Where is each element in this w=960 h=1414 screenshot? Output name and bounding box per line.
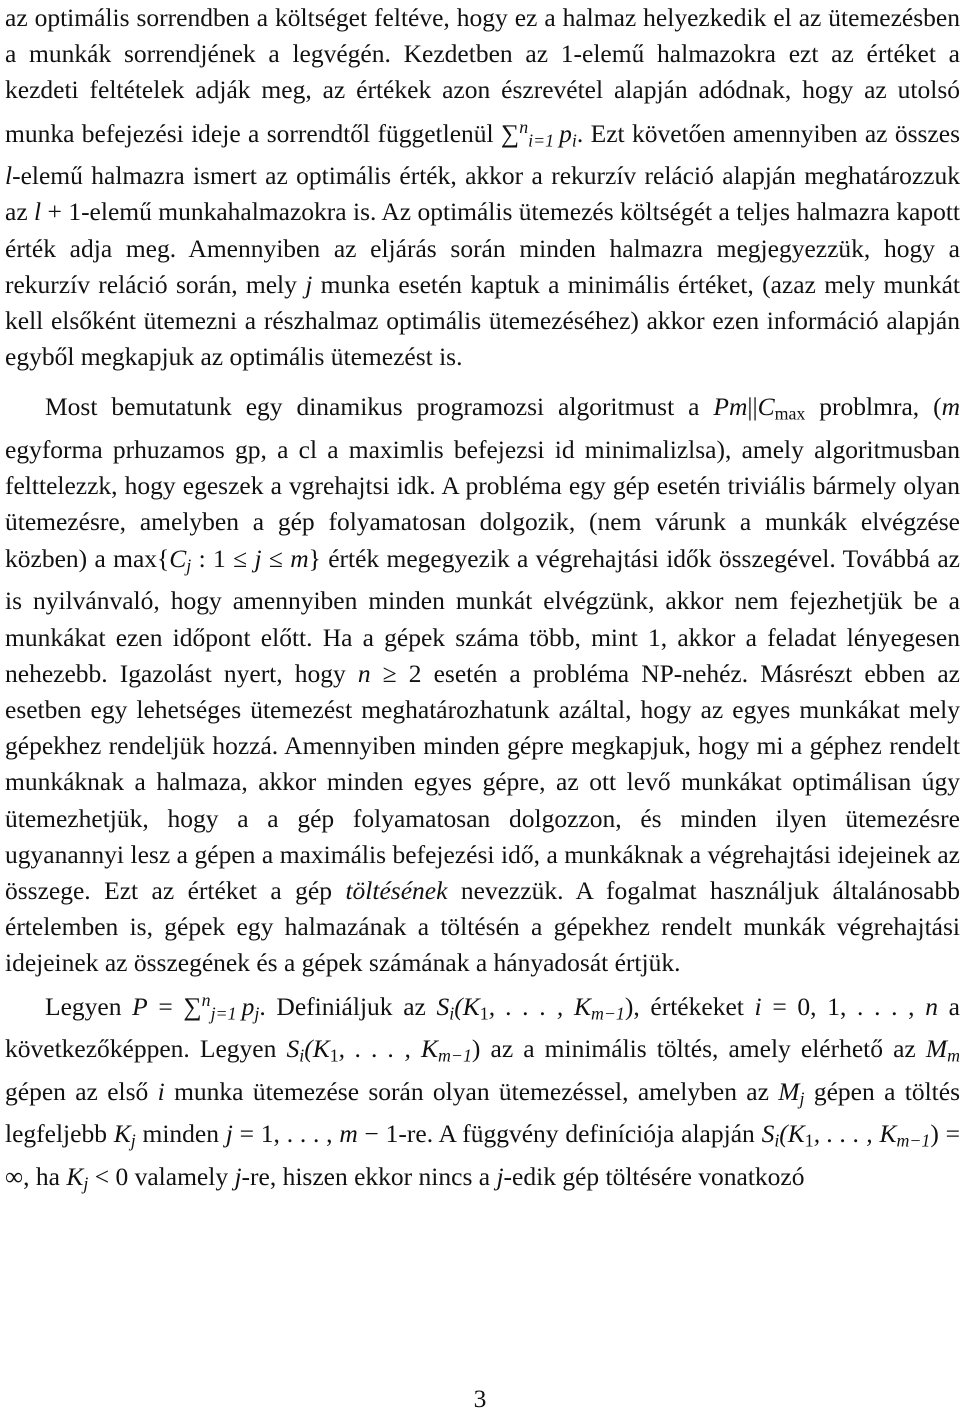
text-run: egyforma prhuzamos gp, a cl a maximlis befejezsi id minimalizlsa), amely algoritmusban felttelezzk, hogy egeszek a vgrehajtsi idk. A probléma egy gép esetén triviális bármely olyan ütemezésre, amelyben a gép folyamatosan dolgozik, (nem várunk a munkák elvégzése közben) a max{ bbox=[5, 435, 960, 573]
math-var: j bbox=[305, 269, 313, 299]
sum-lower-limit: i=1 bbox=[528, 129, 555, 150]
math-subscript: m−1 bbox=[896, 1130, 931, 1151]
text-run: . Ezt követően amennyiben az összes bbox=[576, 118, 960, 148]
math-var: S bbox=[761, 1119, 775, 1149]
math-var: P bbox=[132, 991, 148, 1021]
math-subscript: i bbox=[571, 129, 577, 150]
text-run: = 0, 1, . . . , bbox=[761, 991, 926, 1021]
math-var: l bbox=[34, 197, 42, 227]
math-subscript: max bbox=[774, 403, 806, 424]
page bbox=[5, 0, 960, 1202]
math-var: p bbox=[559, 118, 572, 148]
math-subscript: i bbox=[299, 1045, 305, 1066]
math-var: m bbox=[339, 1119, 358, 1149]
math-var: m bbox=[290, 543, 309, 573]
math-var: S bbox=[436, 991, 450, 1021]
math-var: j bbox=[254, 543, 262, 573]
math-subscript: j bbox=[186, 555, 192, 576]
math-var: l bbox=[5, 161, 13, 191]
math-var: K bbox=[66, 1162, 84, 1192]
math-args: (K bbox=[304, 1034, 330, 1064]
text-run: − 1-re. A függvény definíciója alapján bbox=[357, 1119, 762, 1149]
math-var: i bbox=[754, 991, 762, 1021]
text-run: < 0 valamely bbox=[88, 1162, 235, 1192]
math-subscript: j bbox=[130, 1130, 136, 1151]
text-run: munka esetén kaptuk a minimális értéket, (azaz mely munkát kell elsőként ütemezni a részhalmaz optimális ütemezéséhez) akkor ezen információ alapján egyből megkapjuk az optimális ütemezést is. bbox=[5, 269, 960, 372]
text-run: : 1 ≤ bbox=[191, 543, 255, 573]
math-subscript: 1 bbox=[804, 1130, 814, 1151]
math-var: S bbox=[286, 1034, 300, 1064]
text-run: a következőképpen. Legyen bbox=[5, 991, 960, 1064]
math-args: ) bbox=[624, 991, 634, 1021]
math-var: C bbox=[757, 392, 775, 422]
math-subscript: 1 bbox=[479, 1002, 489, 1023]
math-subscript: i bbox=[774, 1130, 780, 1151]
text-run: = ∞, ha bbox=[5, 1119, 960, 1192]
text-run: -elemű halmazra ismert az optimális érték, akkor a rekurzív reláció alapján meghatározzuk az bbox=[5, 161, 960, 227]
text-run: -re, hiszen ekkor nincs a bbox=[241, 1162, 497, 1192]
text-run: ≥ 2 esetén a probléma NP-nehéz. Másrészt ebben az esetben egy lehetséges ütemezést meghatározhatunk azáltal, hogy az egyes munkákat mely gépekhez rendeljük hozzá. Amennyiben minden gépre megkapjuk, hogy mi a géphez rendelt munkáknak a halmaza, akkor minden egyes gépre, az ott levő munkákat optimálisan úgy ütemezhetjük, hogy a a gép folyamatosan dolgozzon, és minden ilyen ütemezésre ugyanannyi lesz a gépen a maximális befejezési idő, a munkáknak a végrehajtási idejeinek az összege. Ezt az értéket a gép bbox=[5, 658, 960, 905]
math-subscript: m−1 bbox=[438, 1045, 472, 1066]
math-args: ) bbox=[930, 1119, 939, 1149]
math-var: C bbox=[169, 543, 187, 573]
text-run: = bbox=[147, 991, 184, 1021]
math-var: m bbox=[941, 392, 960, 422]
text-run: munka ütemezése során olyan ütemezéssel, amelyben az bbox=[164, 1076, 779, 1106]
text-run: . Definiáljuk az bbox=[259, 991, 437, 1021]
math-subscript: j bbox=[799, 1088, 805, 1109]
math-args: (K bbox=[454, 991, 480, 1021]
text-run: + 1-elemű munkahalmazokra is. Az optimális ütemezés költségét a teljes halmazra kapott érték adja meg. Amennyiben az eljárás során minden halmazra megjegyezzük, hogy a rekurzív reláció során, mely bbox=[5, 197, 960, 299]
math-args: ) bbox=[471, 1034, 481, 1064]
math-args: , . . . , K bbox=[813, 1119, 897, 1149]
sum-symbol: ∑ bbox=[501, 118, 520, 148]
math-subscript: m bbox=[947, 1045, 960, 1066]
math-args: (K bbox=[779, 1119, 805, 1149]
emphasis: töltésének bbox=[345, 875, 448, 905]
math-subscript: i bbox=[449, 1002, 455, 1023]
math-subscript: m−1 bbox=[591, 1002, 625, 1023]
text-run: Most bemutatunk egy dinamikus programozsi algoritmust a bbox=[45, 392, 714, 422]
paragraph-3 bbox=[5, 982, 960, 1202]
text-run: gépen a töltés legfeljebb bbox=[5, 1076, 960, 1149]
math-var: M bbox=[925, 1034, 948, 1064]
math-var: K bbox=[113, 1119, 131, 1149]
text-run: , értékeket bbox=[633, 991, 755, 1021]
math-var: n bbox=[357, 658, 371, 688]
text-run: nevezzük. A fogalmat használjuk általánosabb értelemben is, gépek egy halmazának a töltésén a gépekhez rendelt munkák végrehajtási idejeinek az összegének és a gépek számának a hányadosát értjük. bbox=[5, 875, 960, 978]
math-bars: || bbox=[747, 392, 758, 422]
math-var: p bbox=[241, 991, 255, 1021]
text-run: } érték megegyezik a végrehajtási idők összegével. Továbbá az is nyilvánvaló, hogy amennyiben minden munkát elvégzünk, akkor nem fejezhetjük be a munkákat ezen időpont előtt. Ha a gépek száma több, mint 1, akkor a feladat lényegesen nehezebb. Igazolást nyert, hogy bbox=[5, 543, 960, 688]
sum-symbol: ∑ bbox=[183, 991, 202, 1021]
math-var: i bbox=[157, 1076, 165, 1106]
text-run: ≤ bbox=[261, 543, 291, 573]
math-args: , . . . , K bbox=[488, 991, 591, 1021]
paragraph-2 bbox=[5, 389, 960, 981]
text-run: problmra, ( bbox=[805, 392, 942, 422]
sum-upper-limit: n bbox=[201, 989, 211, 1010]
math-subscript: j bbox=[83, 1173, 89, 1194]
text-run: Legyen bbox=[45, 991, 133, 1021]
text-run: = 1, . . . , bbox=[232, 1119, 340, 1149]
math-subscript: j bbox=[254, 1002, 260, 1023]
math-var: M bbox=[778, 1076, 800, 1106]
math-var: n bbox=[925, 991, 938, 1021]
text-run: -edik gép töltésére vonatkozó bbox=[503, 1162, 805, 1192]
text-run: az optimális sorrendben a költséget feltéve, hogy ez a halmaz helyezkedik el az ütemezésben a munkák sorrendjének a legvégén. Kezdetben az 1-elemű halmazokra ezt az értéket a kezdeti feltételek adják meg, az értékek azon észrevétel alapján adódnak, hogy az utolsó munka befejezési ideje a sorrendtől függetlenül bbox=[5, 3, 960, 148]
math-var: j bbox=[496, 1162, 504, 1192]
math-var: j bbox=[234, 1162, 242, 1192]
text-run: gépen az első bbox=[5, 1076, 158, 1106]
sum-upper-limit: n bbox=[519, 116, 529, 137]
math-var: j bbox=[225, 1119, 233, 1149]
math-var: Pm bbox=[713, 392, 748, 422]
sum-lower-limit: j=1 bbox=[210, 1002, 237, 1023]
text-run: az a minimális töltés, amely elérhető az bbox=[480, 1034, 926, 1064]
text-run: minden bbox=[135, 1119, 226, 1149]
page-number: 3 bbox=[473, 1384, 487, 1413]
paragraph-1 bbox=[5, 0, 960, 375]
math-subscript: 1 bbox=[329, 1045, 339, 1066]
math-args: , . . . , K bbox=[338, 1034, 439, 1064]
